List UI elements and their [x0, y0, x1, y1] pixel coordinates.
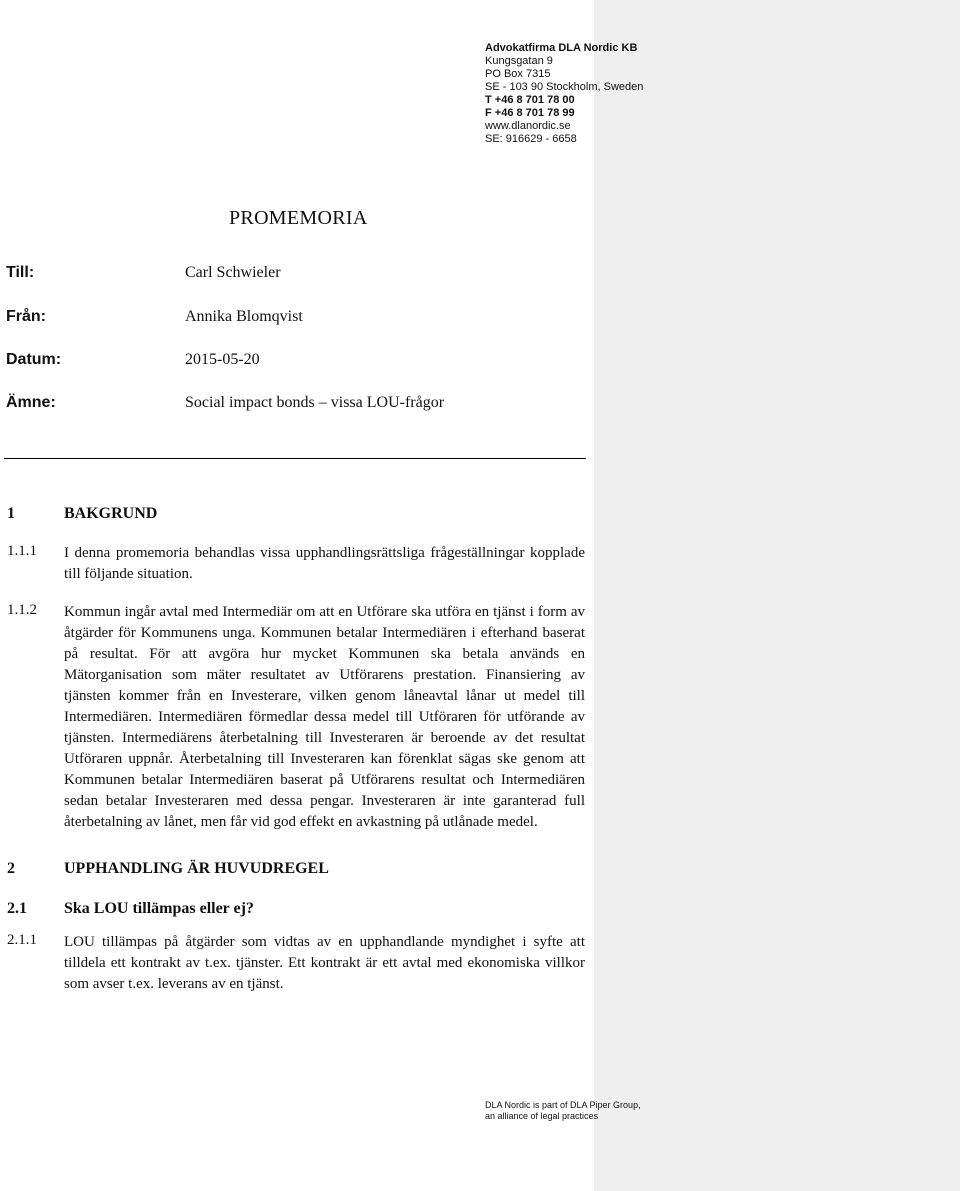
paragraph-1-1-1-number: 1.1.1 — [7, 543, 37, 559]
section-2-1-heading: Ska LOU tillämpas eller ej? — [64, 900, 254, 917]
paragraph-1-1-2-number: 1.1.2 — [7, 602, 37, 618]
to-value: Carl Schwieler — [185, 264, 281, 281]
date-label: Datum: — [6, 351, 62, 368]
from-label: Från: — [6, 308, 46, 325]
footer-line-2: an alliance of legal practices — [485, 1111, 599, 1121]
street-address: Kungsgatan 9 — [485, 55, 553, 67]
document-title: PROMEMORIA — [229, 207, 368, 229]
footer-note — [485, 1100, 685, 1122]
section-2-heading: UPPHANDLING ÄR HUVUDREGEL — [64, 860, 329, 877]
fax-number: F +46 8 701 78 99 — [485, 107, 575, 119]
subject-label: Ämne: — [6, 394, 56, 411]
paragraph-2-1-1: LOU tillämpas på åtgärder som vidtas av en upphandlande myndighet i syfte att tilldela ett kontrakt av t.ex. tjänster. Ett kontrakt är ett avtal med ekonomiska villkor som avser t.ex. leverans av en tjänst. — [64, 934, 585, 992]
section-2-1-number: 2.1 — [7, 900, 27, 917]
website: www.dlanordic.se — [485, 120, 571, 132]
phone-number: T +46 8 701 78 00 — [485, 94, 575, 106]
letterhead — [485, 42, 685, 146]
city-address: SE - 103 90 Stockholm, Sweden — [485, 81, 644, 93]
po-box: PO Box 7315 — [485, 68, 551, 80]
to-label: Till: — [6, 264, 35, 281]
date-value: 2015-05-20 — [185, 351, 260, 368]
footer-line-1: DLA Nordic is part of DLA Piper Group, — [485, 1100, 641, 1110]
section-2-number: 2 — [7, 860, 15, 877]
firm-name: Advokatfirma DLA Nordic KB — [485, 42, 638, 54]
section-1-number: 1 — [7, 505, 15, 522]
paragraph-2-1-1-number: 2.1.1 — [7, 932, 37, 948]
section-1-heading: BAKGRUND — [64, 505, 158, 522]
subject-value: Social impact bonds – vissa LOU-frågor — [185, 394, 445, 411]
paragraph-1-1-1: I denna promemoria behandlas vissa upphandlingsrättsliga frågeställningar kopplade till följande situation. — [64, 545, 585, 582]
right-margin-panel — [594, 0, 960, 1191]
registration-number: SE: 916629 - 6658 — [485, 133, 577, 145]
header-divider — [4, 458, 586, 459]
paragraph-1-1-2: Kommun ingår avtal med Intermediär om att en Utförare ska utföra en tjänst i form av åtgärder för Kommunens unga. Kommunen betalar Intermediären i efterhand baserat på resultat. För att avgöra hur mycket Kommunen ska betala används en Mätorganisation som mäter resultatet av Utförarens prestation. Finansiering av tjänsten kommer från en Investerare, vilken genom låneavtal lånar ut medel till Intermediären. Intermediären förmedlar dessa medel till Utföraren för utförande av tjänsten. Intermediärens återbetalning till Investeraren är beroende av det resultat Utföraren uppnår. Återbetalning till Investeraren kan förenklat sägas ske genom att Kommunen betalar Intermediären baserat på Utförarens resultat och Intermediären sedan betalar Investeraren med dessa pengar. Investeraren är inte garanterad full återbetalning av lånet, men får vid god effekt en avkastning på utlånade medel. — [64, 604, 585, 830]
from-value: Annika Blomqvist — [185, 308, 303, 325]
